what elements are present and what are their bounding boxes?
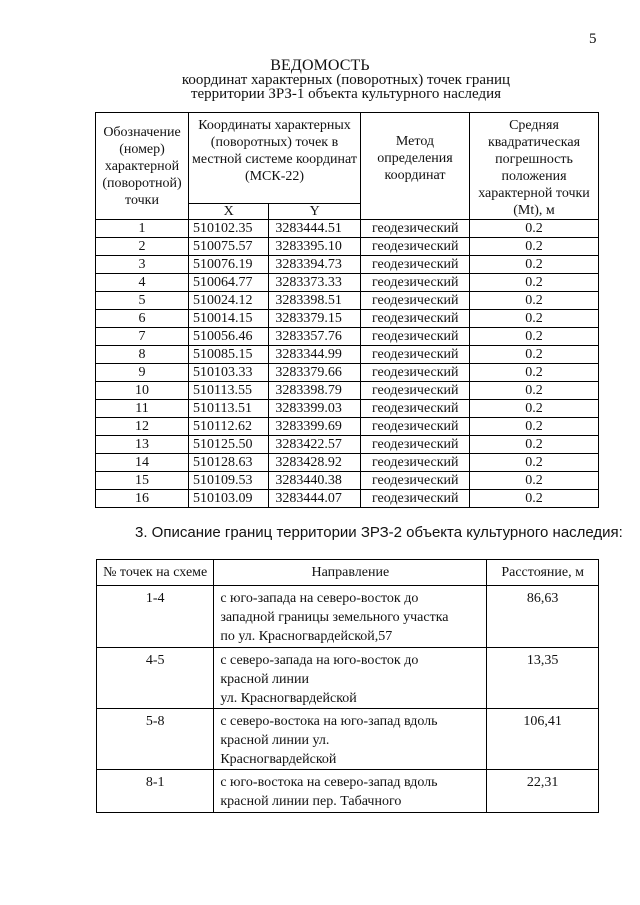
- table-row: [96, 274, 599, 292]
- table-row: [96, 220, 599, 238]
- header-x: X: [189, 204, 269, 220]
- error-cell: 0.2: [470, 292, 599, 310]
- point-number-cell: 11: [96, 400, 189, 418]
- distance-cell: 22,31: [487, 770, 599, 813]
- y-coordinate-cell: 3283344.99: [269, 346, 361, 364]
- error-cell: 0.2: [470, 418, 599, 436]
- direction-cell: с юго-востока на северо-запад вдоль красной линии пер. Табачного: [214, 770, 487, 813]
- table-row: [96, 418, 599, 436]
- document-subtitle-line1: координат характерных (поворотных) точек границ: [181, 72, 511, 88]
- method-cell: геодезический: [361, 382, 470, 400]
- method-cell: геодезический: [361, 256, 470, 274]
- error-cell: 0.2: [470, 436, 599, 454]
- table-row: [96, 490, 599, 508]
- point-number-cell: 8: [96, 346, 189, 364]
- error-cell: 0.2: [470, 256, 599, 274]
- x-coordinate-cell: 510014.15: [189, 310, 269, 328]
- method-cell: геодезический: [361, 328, 470, 346]
- method-cell: геодезический: [361, 310, 470, 328]
- x-coordinate-cell: 510076.19: [189, 256, 269, 274]
- method-cell: геодезический: [361, 346, 470, 364]
- points-cell: 5-8: [97, 709, 214, 770]
- x-coordinate-cell: 510109.53: [189, 472, 269, 490]
- point-number-cell: 6: [96, 310, 189, 328]
- y-coordinate-cell: 3283428.92: [269, 454, 361, 472]
- x-coordinate-cell: 510075.57: [189, 238, 269, 256]
- header-y: Y: [269, 204, 361, 220]
- table-row: [96, 310, 599, 328]
- y-coordinate-cell: 3283440.38: [269, 472, 361, 490]
- document-title: ВЕДОМОСТЬ: [270, 57, 370, 74]
- point-number-cell: 15: [96, 472, 189, 490]
- method-cell: геодезический: [361, 292, 470, 310]
- method-cell: геодезический: [361, 364, 470, 382]
- point-number-cell: 7: [96, 328, 189, 346]
- y-coordinate-cell: 3283398.79: [269, 382, 361, 400]
- section-heading: 3. Описание границ территории ЗРЗ-2 объекта культурного наследия:: [135, 524, 623, 541]
- table-row: [96, 346, 599, 364]
- method-cell: геодезический: [361, 238, 470, 256]
- x-coordinate-cell: 510125.50: [189, 436, 269, 454]
- header-distance: Расстояние, м: [487, 560, 599, 586]
- distance-cell: 106,41: [487, 709, 599, 770]
- direction-cell: с юго-запада на северо-восток до западной границы земельного участка по ул. Красногвардейской,57: [214, 586, 487, 648]
- table-row: [96, 454, 599, 472]
- header-error: Средняя квадратическая погрешность положения характерной точки (Mt), м: [470, 113, 599, 220]
- point-number-cell: 3: [96, 256, 189, 274]
- y-coordinate-cell: 3283394.73: [269, 256, 361, 274]
- error-cell: 0.2: [470, 274, 599, 292]
- page-number: 5: [589, 31, 597, 47]
- method-cell: геодезический: [361, 454, 470, 472]
- error-cell: 0.2: [470, 220, 599, 238]
- error-cell: 0.2: [470, 310, 599, 328]
- error-cell: 0.2: [470, 346, 599, 364]
- point-number-cell: 10: [96, 382, 189, 400]
- error-cell: 0.2: [470, 382, 599, 400]
- header-direction: Направление: [214, 560, 487, 586]
- method-cell: геодезический: [361, 400, 470, 418]
- method-cell: геодезический: [361, 472, 470, 490]
- table-row: [96, 400, 599, 418]
- y-coordinate-cell: 3283444.07: [269, 490, 361, 508]
- header-point-number: Обозначение (номер) характерной (поворотной) точки: [96, 113, 189, 220]
- method-cell: геодезический: [361, 274, 470, 292]
- x-coordinate-cell: 510064.77: [189, 274, 269, 292]
- point-number-cell: 9: [96, 364, 189, 382]
- error-cell: 0.2: [470, 400, 599, 418]
- table-row: [96, 256, 599, 274]
- y-coordinate-cell: 3283395.10: [269, 238, 361, 256]
- points-cell: 4-5: [97, 648, 214, 709]
- y-coordinate-cell: 3283373.33: [269, 274, 361, 292]
- x-coordinate-cell: 510103.33: [189, 364, 269, 382]
- y-coordinate-cell: 3283399.69: [269, 418, 361, 436]
- y-coordinate-cell: 3283379.15: [269, 310, 361, 328]
- point-number-cell: 5: [96, 292, 189, 310]
- x-coordinate-cell: 510103.09: [189, 490, 269, 508]
- y-coordinate-cell: 3283379.66: [269, 364, 361, 382]
- table-row: [96, 364, 599, 382]
- table-row: [97, 709, 599, 770]
- point-number-cell: 1: [96, 220, 189, 238]
- points-cell: 1-4: [97, 586, 214, 648]
- error-cell: 0.2: [470, 328, 599, 346]
- x-coordinate-cell: 510112.62: [189, 418, 269, 436]
- point-number-cell: 2: [96, 238, 189, 256]
- coordinates-table: [95, 112, 599, 508]
- table-row: [96, 238, 599, 256]
- table-row: [96, 382, 599, 400]
- y-coordinate-cell: 3283422.57: [269, 436, 361, 454]
- method-cell: геодезический: [361, 220, 470, 238]
- table-row: [96, 436, 599, 454]
- method-cell: геодезический: [361, 418, 470, 436]
- error-cell: 0.2: [470, 472, 599, 490]
- table-row: [97, 770, 599, 813]
- error-cell: 0.2: [470, 490, 599, 508]
- header-points: № точек на схеме: [97, 560, 214, 586]
- method-cell: геодезический: [361, 436, 470, 454]
- y-coordinate-cell: 3283399.03: [269, 400, 361, 418]
- distance-cell: 13,35: [487, 648, 599, 709]
- y-coordinate-cell: 3283444.51: [269, 220, 361, 238]
- x-coordinate-cell: 510056.46: [189, 328, 269, 346]
- x-coordinate-cell: 510085.15: [189, 346, 269, 364]
- document-subtitle-line2: территории ЗРЗ-1 объекта культурного наследия: [190, 86, 502, 102]
- distance-cell: 86,63: [487, 586, 599, 648]
- table-row: [96, 328, 599, 346]
- point-number-cell: 14: [96, 454, 189, 472]
- header-method: Метод определения координат: [361, 113, 470, 220]
- header-coordinates: Координаты характерных (поворотных) точек в местной системе координат (МСК-22): [189, 113, 361, 204]
- method-cell: геодезический: [361, 490, 470, 508]
- error-cell: 0.2: [470, 454, 599, 472]
- error-cell: 0.2: [470, 364, 599, 382]
- x-coordinate-cell: 510102.35: [189, 220, 269, 238]
- x-coordinate-cell: 510128.63: [189, 454, 269, 472]
- y-coordinate-cell: 3283398.51: [269, 292, 361, 310]
- point-number-cell: 12: [96, 418, 189, 436]
- direction-cell: с северо-востока на юго-запад вдоль красной линии ул. Красногвардейской: [214, 709, 487, 770]
- boundary-description-table: [96, 559, 599, 813]
- x-coordinate-cell: 510113.51: [189, 400, 269, 418]
- points-cell: 8-1: [97, 770, 214, 813]
- table-row: [97, 586, 599, 648]
- table-row: [96, 292, 599, 310]
- x-coordinate-cell: 510113.55: [189, 382, 269, 400]
- x-coordinate-cell: 510024.12: [189, 292, 269, 310]
- error-cell: 0.2: [470, 238, 599, 256]
- table-row: [97, 648, 599, 709]
- point-number-cell: 13: [96, 436, 189, 454]
- y-coordinate-cell: 3283357.76: [269, 328, 361, 346]
- point-number-cell: 4: [96, 274, 189, 292]
- direction-cell: с северо-запада на юго-восток до красной линии ул. Красногвардейской: [214, 648, 487, 709]
- point-number-cell: 16: [96, 490, 189, 508]
- table-row: [96, 472, 599, 490]
